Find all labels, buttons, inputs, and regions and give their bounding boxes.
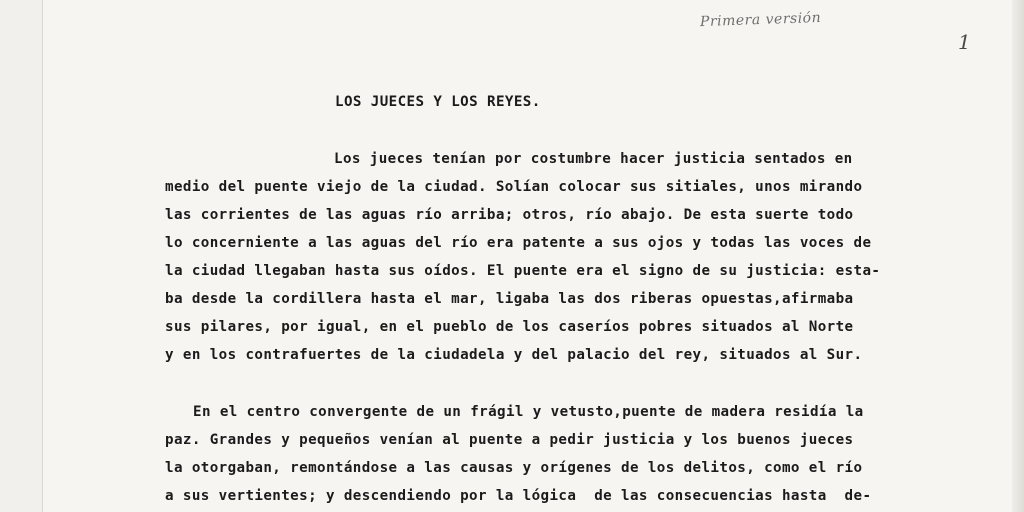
- paragraph-1-line-5: la ciudad llegaban hasta sus oídos. El puente era el signo de su justicia: esta-: [165, 263, 881, 279]
- paragraph-2-line-3: la otorgaban, remontándose a las causas y orígenes de los delitos, como el río: [165, 460, 863, 476]
- page-left-margin: [0, 0, 43, 512]
- paragraph-2-line-2: paz. Grandes y pequeños venían al puente a pedir justicia y los buenos jueces: [165, 432, 854, 448]
- page-number: 1: [958, 30, 971, 54]
- paragraph-1-line-2: medio del puente viejo de la ciudad. Solían colocar sus sitiales, unos mirando: [165, 179, 863, 195]
- paragraph-1-line-7: sus pilares, por igual, en el pueblo de los caseríos pobres situados al Norte: [165, 319, 854, 335]
- page-right-edge: [1012, 0, 1024, 512]
- paragraph-2-line-4: a sus vertientes; y descendiendo por la lógica de las consecuencias hasta de-: [165, 488, 872, 504]
- paragraph-1-line-4: lo concerniente a las aguas del río era patente a sus ojos y todas las voces de: [165, 235, 872, 251]
- paragraph-1-line-3: las corrientes de las aguas río arriba; otros, río abajo. De esta suerte todo: [165, 207, 854, 223]
- document-title: LOS JUECES Y LOS REYES.: [335, 94, 541, 110]
- paragraph-1-line-1: Los jueces tenían por costumbre hacer justicia sentados en: [334, 151, 853, 167]
- paragraph-2-line-1: En el centro convergente de un frágil y vetusto,puente de madera residía la: [193, 404, 864, 420]
- paragraph-1-line-8: y en los contrafuertes de la ciudadela y del palacio del rey, situados al Sur.: [165, 347, 863, 363]
- handwritten-note: Primera versión: [699, 9, 822, 31]
- paragraph-1-line-6: ba desde la cordillera hasta el mar, ligaba las dos riberas opuestas,afirmaba: [165, 291, 854, 307]
